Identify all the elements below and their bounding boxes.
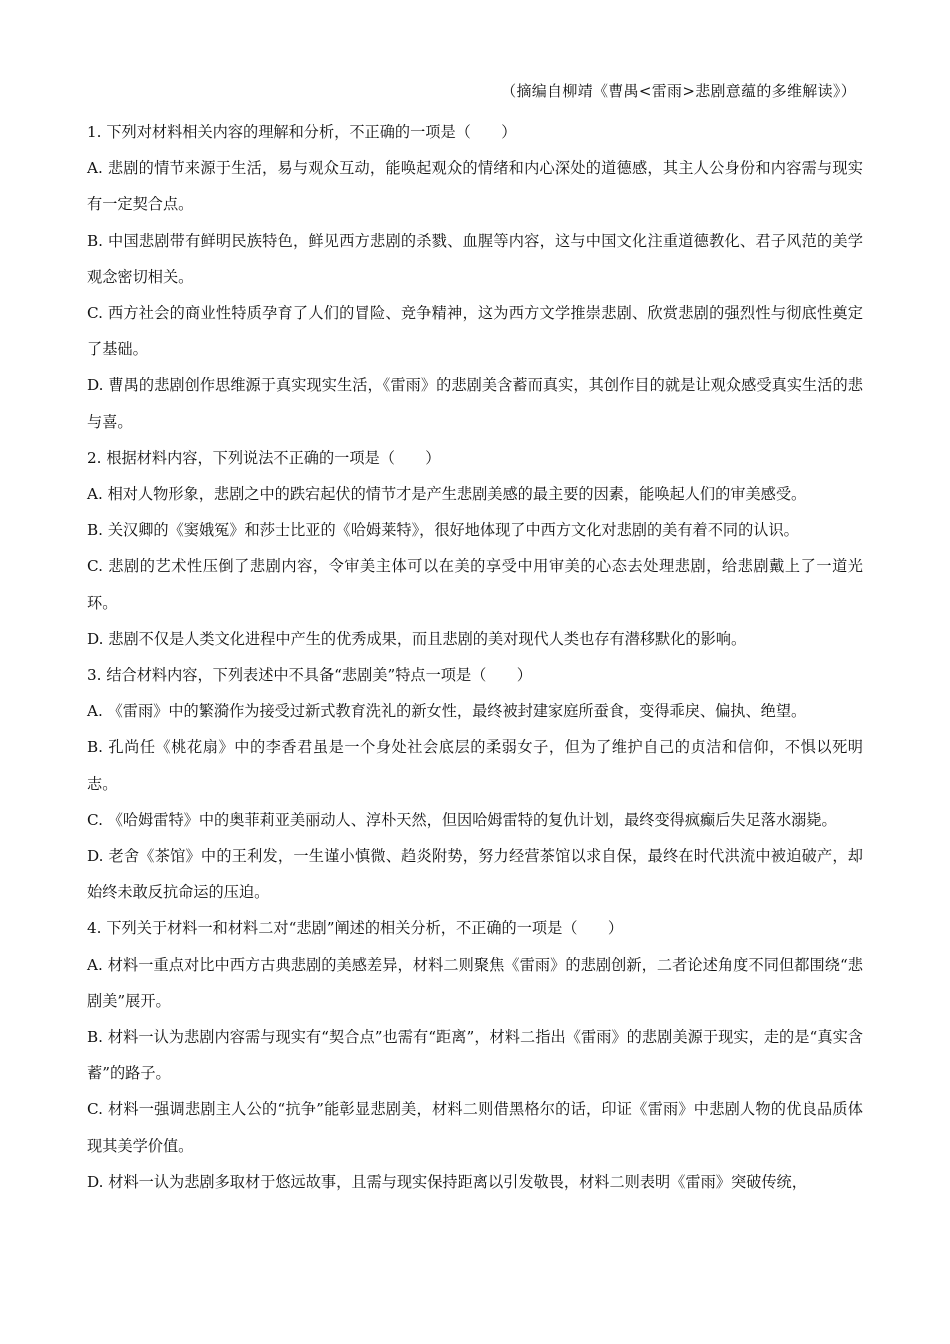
question-3 <box>87 657 863 910</box>
option-b: B. 关汉卿的《窦娥冤》和莎士比亚的《哈姆莱特》，很好地体现了中西方文化对悲剧的美有着不同的认识。 <box>87 521 799 540</box>
source-citation: （摘编自柳靖《曹禺<雷雨>悲剧意蕴的多维解读》） <box>501 82 856 100</box>
option-b: B. 材料一认为悲剧内容需与现实有“契合点”也需有“距离”，材料二指出《雷雨》的悲剧美源于现实，走的是“真实含蓄”的路子。 <box>87 1028 863 1083</box>
option-c: C. 西方社会的商业性特质孕育了人们的冒险、竞争精神，这为西方文学推崇悲剧、欣赏悲剧的强烈性与彻底性奠定了基础。 <box>87 304 863 359</box>
option-a: A. 《雷雨》中的繁漪作为接受过新式教育洗礼的新女性，最终被封建家庭所蚕食，变得乖戾、偏执、绝望。 <box>87 702 807 721</box>
option-d: D. 老舍《茶馆》中的王利发，一生谨小慎微、趋炎附势，努力经营茶馆以求自保，最终在时代洪流中被迫破产，却始终未敢反抗命运的压迫。 <box>87 847 863 902</box>
option-d: D. 悲剧不仅是人类文化进程中产生的优秀成果，而且悲剧的美对现代人类也存有潜移默化的影响。 <box>87 629 747 648</box>
option-b: B. 中国悲剧带有鲜明民族特色，鲜见西方悲剧的杀戮、血腥等内容，这与中国文化注重道德教化、君子风范的美学观念密切相关。 <box>87 231 863 286</box>
question-list <box>87 114 863 1200</box>
option-c: C. 悲剧的艺术性压倒了悲剧内容，令审美主体可以在美的享受中用审美的心态去处理悲剧，给悲剧戴上了一道光环。 <box>87 557 863 612</box>
option-a: A. 悲剧的情节来源于生活，易与观众互动，能唤起观众的情绪和内心深处的道德感，其主人公身份和内容需与现实有一定契合点。 <box>87 159 863 214</box>
question-stem: 4. 下列关于材料一和材料二对“悲剧”阐述的相关分析，不正确的一项是（ ） <box>87 919 624 938</box>
question-2 <box>87 440 863 657</box>
question-stem: 2. 根据材料内容，下列说法不正确的一项是（ ） <box>87 448 441 467</box>
option-a: A. 材料一重点对比中西方古典悲剧的美感差异，材料二则聚焦《雷雨》的悲剧创新，二者论述角度不同但都围绕“悲剧美”展开。 <box>87 955 863 1010</box>
option-d: D. 曹禺的悲剧创作思维源于真实现实生活，《雷雨》的悲剧美含蓄而真实，其创作目的就是让观众感受真实生活的悲与喜。 <box>87 376 863 431</box>
question-1 <box>87 114 863 440</box>
option-b: B. 孔尚任《桃花扇》中的李香君虽是一个身处社会底层的柔弱女子，但为了维护自己的贞洁和信仰，不惧以死明志。 <box>87 738 863 793</box>
option-c: C. 《哈姆雷特》中的奥菲莉亚美丽动人、淳朴天然，但因哈姆雷特的复仇计划，最终变得疯癫后失足落水溺毙。 <box>87 810 837 829</box>
question-stem: 3. 结合材料内容，下列表述中不具备“悲剧美”特点一项是（ ） <box>87 666 532 685</box>
option-c: C. 材料一强调悲剧主人公的“抗争”能彰显悲剧美，材料二则借黑格尔的话，印证《雷雨》中悲剧人物的优良品质体现其美学价值。 <box>87 1100 863 1155</box>
option-a: A. 相对人物形象，悲剧之中的跌宕起伏的情节才是产生悲剧美感的最主要的因素，能唤起人们的审美感受。 <box>87 485 807 504</box>
question-4 <box>87 910 863 1200</box>
question-stem: 1. 下列对材料相关内容的理解和分析，不正确的一项是（ ） <box>87 123 517 141</box>
option-d: D. 材料一认为悲剧多取材于悠远故事，且需与现实保持距离以引发敬畏，材料二则表明《雷雨》突破传统， <box>87 1172 807 1191</box>
